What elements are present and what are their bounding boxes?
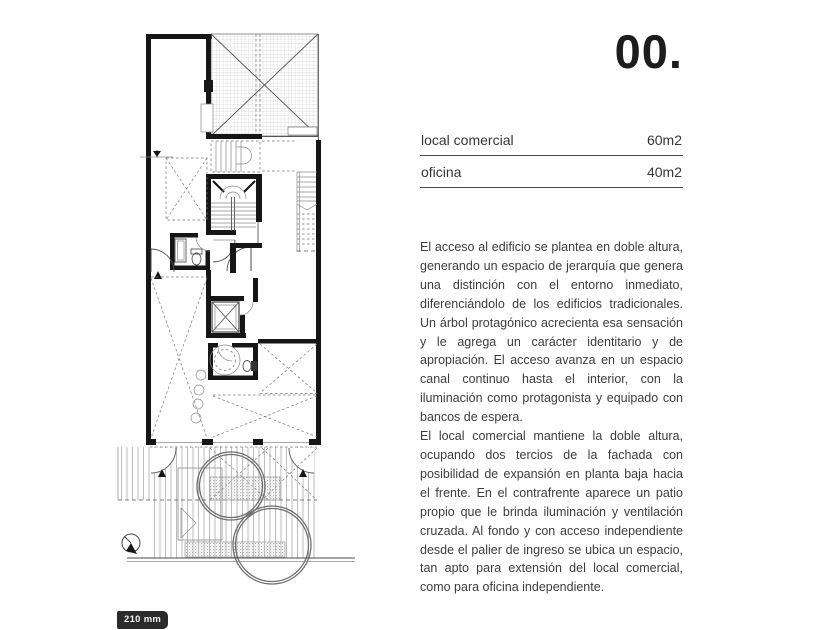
side-stair — [297, 172, 317, 252]
bathroom-lower — [208, 343, 258, 380]
area-value: 40m2 — [646, 164, 682, 180]
void-outline-upper — [166, 158, 207, 220]
elevator-shaft — [206, 278, 258, 338]
level-marker — [140, 150, 173, 157]
table-row — [420, 124, 683, 156]
description-text — [420, 238, 683, 597]
area-value: 60m2 — [646, 132, 682, 148]
main-stair-core — [206, 174, 262, 235]
front-deck — [118, 447, 317, 558]
void-x-left — [151, 277, 207, 438]
area-label: oficina — [421, 164, 462, 180]
description-paragraph-2: El local comercial mantiene la doble altura, ocupando dos tercios de la fachada con posibilidad de expansión en planta baja hacia el frente. En el contrafrente aparece un patio propio que le brinda iluminación y ventilación cruzada. Al fondo y con acceso independiente desde el palier de ingreso se ubica un espacio, tan apto para extensión del local comercial, como para oficina independiente. — [420, 429, 683, 595]
upper-stair — [211, 141, 296, 172]
page-number-heading: 00. — [614, 25, 683, 78]
area-table — [420, 124, 683, 188]
double-height-grid-area — [201, 34, 318, 139]
street-line — [127, 558, 355, 562]
north-compass-icon — [122, 534, 140, 554]
table-row — [420, 156, 683, 188]
patio-x — [258, 339, 318, 394]
area-label: local comercial — [421, 132, 514, 148]
garage-x-right — [213, 395, 317, 437]
scale-measurement-chip: 210 mm — [117, 611, 168, 629]
description-paragraph-1: El acceso al edificio se plantea en doble altura, generando un espacio de jerarquía que genera una distinción con el entorno inmediato, diferenciándolo de los edificios tradicionales. Un árbol protagónico acrecienta esa sensación y le agrega un carácter identitario y de apropiación. El acceso avanza en un espacio canal continuo hasta el interior, con la iluminación como protagonista y equipado con bancos de espera. — [420, 240, 683, 425]
bathroom-upper — [170, 233, 210, 270]
